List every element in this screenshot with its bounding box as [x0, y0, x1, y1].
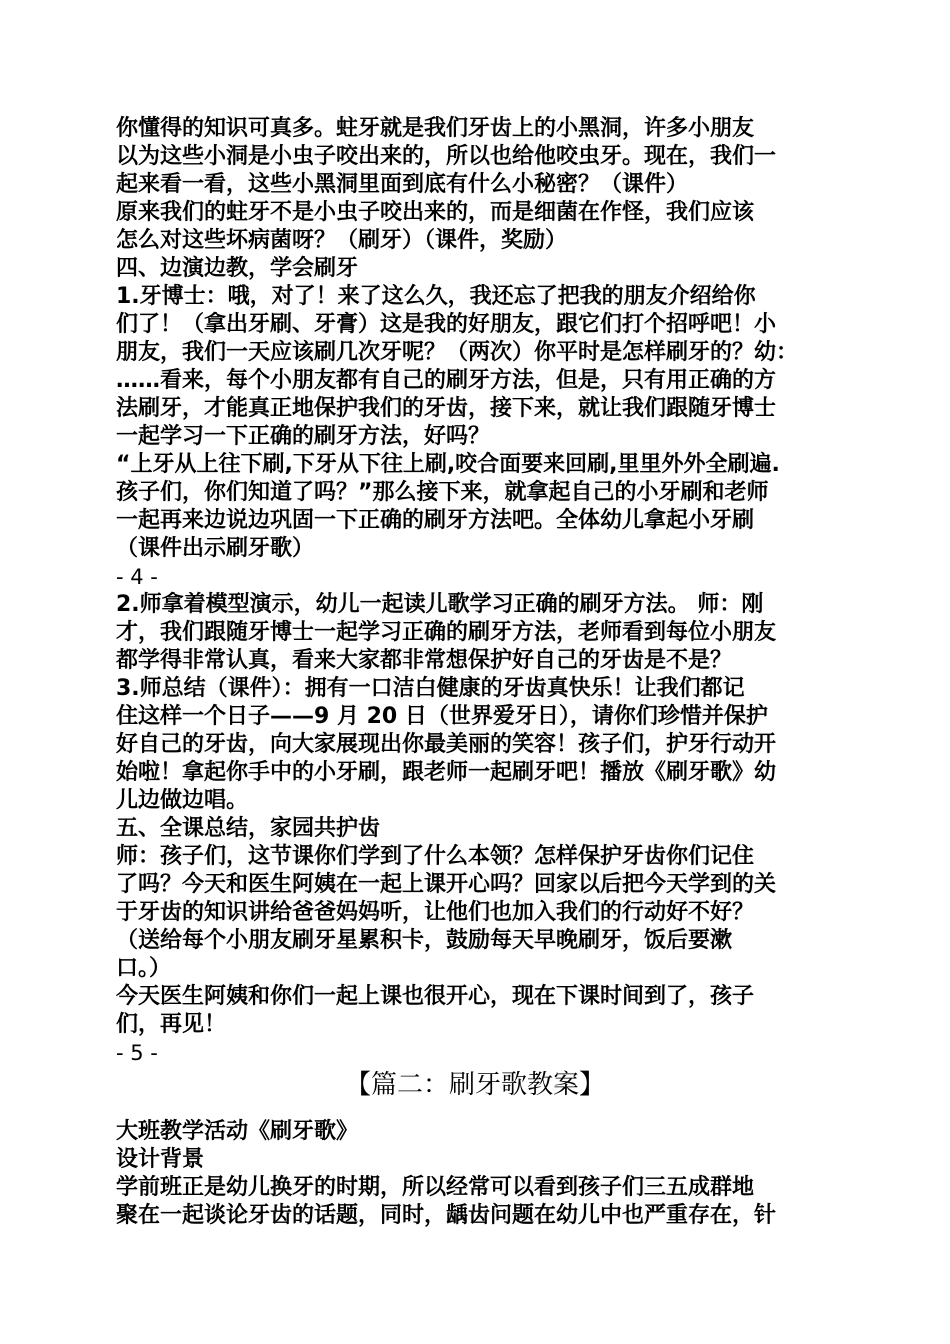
text-line: 们了！（拿出牙刷、牙膏）这是我的好朋友，跟它们打个招呼吧！小 [116, 312, 777, 337]
text-line: 一起学习一下正确的刷牙方法，好吗？ [116, 424, 491, 449]
text-line: 都学得非常认真，看来大家都非常想保护好自己的牙齿是不是？ [116, 648, 733, 673]
text-line: 师：孩子们，这节课你们学到了什么本领？怎样保护牙齿你们记住 [116, 844, 755, 869]
text-line: 起来看一看，这些小黑洞里面到底有什么小秘密？（课件） [116, 172, 689, 197]
text-line: 原来我们的蛀牙不是小虫子咬出来的，而是细菌在作怪，我们应该 [116, 200, 755, 225]
text-line: （送给每个小朋友刷牙星累积卡，鼓励每天早晚刷牙，饭后要漱 [116, 928, 733, 953]
text-line: 始啦！拿起你手中的小牙刷，跟老师一起刷牙吧！播放《刷牙歌》幼 [116, 760, 777, 785]
text-line: 孩子们，你们知道了吗？”那么接下来，就拿起自己的小牙刷和老师 [116, 480, 769, 505]
text-line: 今天医生阿姨和你们一起上课也很开心，现在下课时间到了，孩子 [116, 984, 755, 1009]
text-line: 了吗？今天和医生阿姨在一起上课开心吗？回家以后把今天学到的关 [116, 872, 777, 897]
text-line: 以为这些小洞是小虫子咬出来的，所以也给他咬虫牙。现在，我们一 [116, 144, 777, 169]
text-line: 聚在一起谈论牙齿的话题，同时，龋齿问题在幼儿中也严重存在，针 [116, 1203, 777, 1228]
page-number: - 5 - [116, 1041, 158, 1065]
section-title: 【篇二：刷牙歌教案】 [344, 1070, 605, 1100]
text-line: “上牙从上往下刷,下牙从下往上刷,咬合面要来回刷,里里外外全刷遍. [116, 452, 780, 477]
text-line: 好自己的牙齿，向大家展现出你最美丽的笑容！孩子们，护牙行动开 [116, 732, 777, 757]
section-heading: 五、全课总结，家园共护齿 [116, 816, 381, 841]
text-line: 朋友，我们一天应该刷几次牙呢？（两次）你平时是怎样刷牙的？幼： [116, 340, 799, 365]
text-line: 设计背景 [116, 1147, 205, 1172]
text-line: （课件出示刷牙歌） [116, 536, 315, 561]
text-line: 你懂得的知识可真多。蛀牙就是我们牙齿上的小黑洞，许多小朋友 [116, 116, 755, 141]
page-number: - 4 - [116, 565, 158, 589]
text-line: 怎么对这些坏病菌呀？（刷牙）（课件，奖励） [116, 228, 568, 253]
text-line: 学前班正是幼儿换牙的时期，所以经常可以看到孩子们三五成群地 [116, 1175, 755, 1200]
text-line: 法刷牙，才能真正地保护我们的牙齿，接下来，就让我们跟随牙博士 [116, 396, 777, 421]
text-line: ……看来，每个小朋友都有自己的刷牙方法，但是，只有用正确的方 [116, 368, 777, 393]
text-line: 儿边做边唱。 [116, 788, 249, 813]
text-line: 一起再来边说边巩固一下正确的刷牙方法吧。全体幼儿拿起小牙刷 [116, 508, 755, 533]
text-line: 们，再见！ [116, 1012, 227, 1037]
text-line: 才，我们跟随牙博士一起学习正确的刷牙方法，老师看到每位小朋友 [116, 620, 777, 645]
section-heading: 四、边演边教，学会刷牙 [116, 256, 359, 281]
text-line: 住这样一个日子——9 月 20 日（世界爱牙日），请你们珍惜并保护 [116, 704, 768, 729]
text-line: 3.师总结（课件）：拥有一口洁白健康的牙齿真快乐！让我们都记 [116, 676, 745, 701]
text-line: 1.牙博士：哦，对了！来了这么久，我还忘了把我的朋友介绍给你 [116, 284, 756, 309]
text-line: 大班教学活动《刷牙歌》 [116, 1119, 359, 1144]
text-line: 口。） [116, 956, 172, 981]
text-line: 2.师拿着模型演示，幼儿一起读儿歌学习正确的刷牙方法。 师：刚 [116, 592, 764, 617]
text-line: 于牙齿的知识讲给爸爸妈妈听，让他们也加入我们的行动好不好？ [116, 900, 755, 925]
